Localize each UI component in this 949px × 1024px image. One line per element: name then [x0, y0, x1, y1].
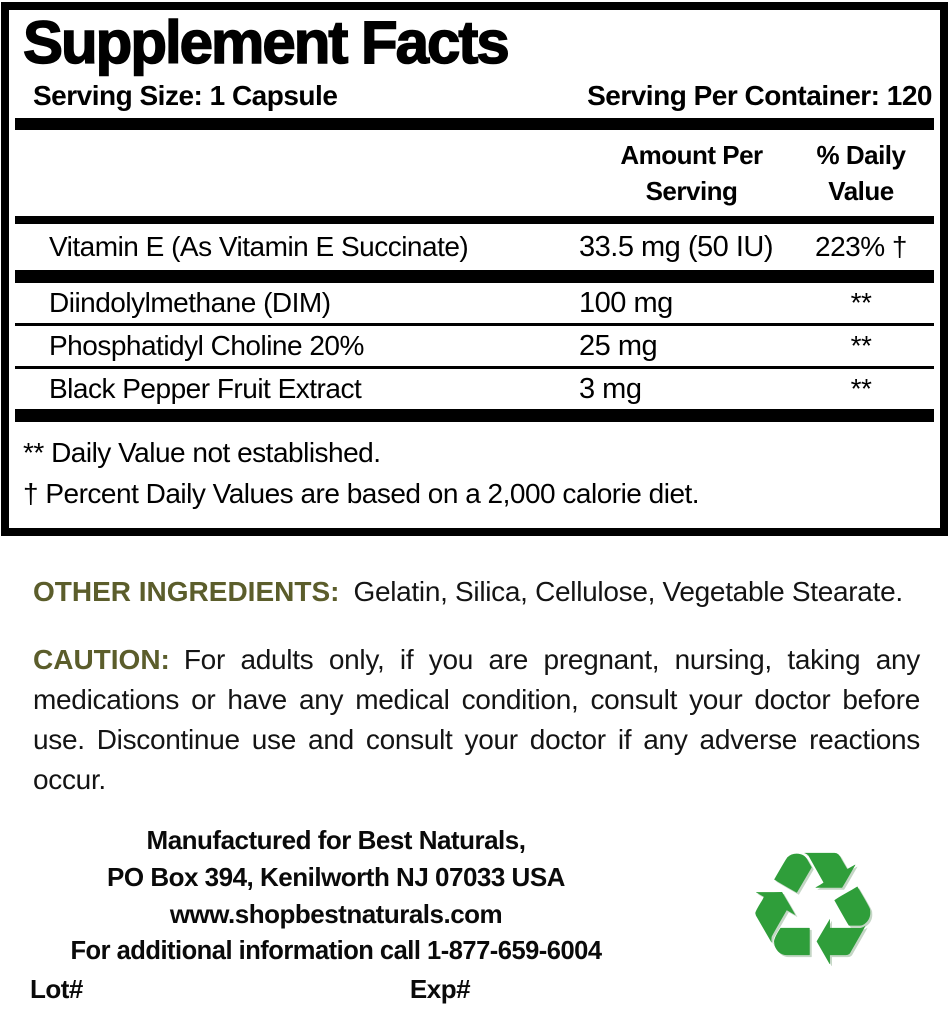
medium-rule: [15, 216, 934, 224]
nutrient-daily-value: 223% †: [815, 231, 907, 262]
exp-label: Exp#: [409, 974, 471, 1004]
nutrient-daily-value: **: [850, 287, 872, 318]
nutrient-daily-value: **: [850, 330, 872, 361]
address-line: PO Box 394, Kenilworth NJ 07033 USA: [107, 862, 565, 892]
panel-title: Supplement Facts: [23, 9, 508, 76]
footnote-daily-value: ** Daily Value not established.: [23, 437, 381, 468]
supplement-facts-panel: [1, 2, 948, 536]
other-ingredients-text: Gelatin, Silica, Cellulose, Vegetable Stearate.: [353, 576, 903, 607]
thick-rule: [15, 270, 934, 283]
caution-paragraph: [33, 640, 920, 800]
serving-size: Serving Size: 1 Capsule: [33, 80, 338, 111]
nutrient-amount: 33.5 mg (50 IU): [579, 230, 773, 263]
caution-label: CAUTION:: [33, 644, 170, 675]
thick-rule: [15, 409, 934, 422]
footnotes: [15, 422, 934, 528]
nutrient-amount: 100 mg: [579, 286, 673, 319]
percent-daily-value-header: % Daily Value: [816, 140, 906, 206]
other-ingredients-label: OTHER INGREDIENTS:: [33, 576, 340, 607]
nutrient-name: Vitamin E (As Vitamin E Succinate): [49, 231, 469, 262]
caution-text: For adults only, if you are pregnant, nursing, taking any medications or have any medical condition, consult your doctor before use. Discontinue use and consult your doctor if any adverse reactions occur.: [33, 644, 920, 795]
lot-exp-row: [0, 971, 672, 1008]
nutrient-row: [15, 283, 934, 323]
nutrient-row: [15, 224, 934, 270]
manufacturer-line: Manufactured for Best Naturals,: [146, 825, 526, 855]
supplement-label: [0, 2, 949, 1024]
nutrient-amount: 25 mg: [579, 329, 658, 362]
serving-info-row: [15, 78, 934, 118]
nutrient-name: Diindolylmethane (DIM): [49, 287, 331, 318]
nutrient-row: [15, 326, 934, 366]
thick-rule: [15, 118, 934, 130]
nutrient-name: Black Pepper Fruit Extract: [49, 373, 362, 404]
other-ingredients-paragraph: [33, 572, 920, 612]
nutrient-amount: 3 mg: [579, 372, 642, 405]
phone-line: For additional information call 1-877-659-6004: [70, 937, 602, 965]
amount-per-serving-header: Amount Per Serving: [620, 140, 763, 206]
nutrient-name: Phosphatidyl Choline 20%: [49, 330, 364, 361]
manufacturer-block: [0, 822, 672, 1008]
recycle-icon: ♻: [742, 818, 884, 1002]
servings-per-container: Serving Per Container: 120: [587, 80, 932, 111]
lot-label: Lot#: [30, 974, 83, 1004]
nutrient-row: [15, 369, 934, 409]
website-line: www.shopbestnaturals.com: [169, 899, 503, 929]
column-header-row: [15, 130, 934, 216]
nutrient-daily-value: **: [850, 373, 872, 404]
footnote-percent-dv: † Percent Daily Values are based on a 2,000 calorie diet.: [23, 478, 700, 509]
